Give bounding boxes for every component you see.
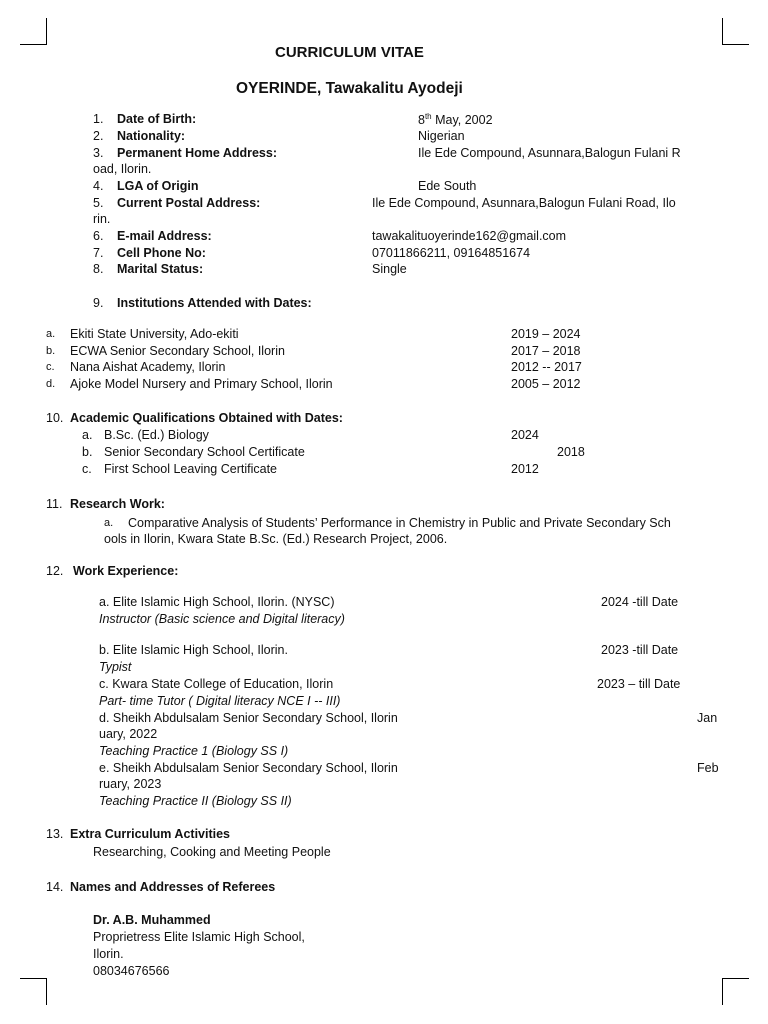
crop-mark-bottom-left	[20, 978, 47, 1005]
list-letter: b.	[82, 445, 93, 459]
item-number: 9.	[93, 296, 104, 310]
nationality-label: Nationality:	[117, 129, 186, 143]
job-role: Teaching Practice II (Biology SS II)	[99, 794, 292, 808]
item-number: 8.	[93, 262, 104, 276]
job-role: Instructor (Basic science and Digital literacy)	[99, 612, 345, 626]
crop-mark-top-right	[722, 18, 749, 45]
crop-mark-top-left	[20, 18, 47, 45]
research-text: Comparative Analysis of Students’ Performance in Chemistry in Public and Private Secondary Sch	[128, 516, 671, 530]
item-number: 1.	[93, 112, 104, 126]
qualifications-heading: Academic Qualifications Obtained with Dates:	[70, 411, 343, 425]
extra-activities: Researching, Cooking and Meeting People	[93, 845, 331, 859]
institutions-heading: Institutions Attended with Dates:	[117, 296, 312, 310]
lga-value: Ede South	[418, 179, 477, 193]
referees-heading: Names and Addresses of Referees	[70, 880, 276, 894]
job-dates: 2023 – till Date	[597, 677, 681, 691]
item-number: 7.	[93, 246, 104, 260]
postal-address-value-cont: rin.	[93, 212, 111, 226]
item-number: 4.	[93, 179, 104, 193]
job-entry: c. Kwara State College of Education, Ilorin	[99, 677, 334, 691]
institution-dates: 2019 – 2024	[511, 327, 581, 341]
job-entry: e. Sheikh Abdulsalam Senior Secondary School, Ilorin	[99, 761, 398, 775]
institution-dates: 2005 – 2012	[511, 377, 581, 391]
list-letter: b.	[46, 345, 56, 357]
research-text-cont: ools in Ilorin, Kwara State B.Sc. (Ed.) Research Project, 2006.	[104, 532, 448, 546]
list-letter: a.	[46, 328, 56, 340]
document-title: CURRICULUM VITAE	[275, 44, 424, 61]
dob-value: 8th May, 2002	[418, 112, 493, 128]
list-letter: a.	[104, 517, 114, 529]
dob-label: Date of Birth:	[117, 112, 197, 126]
job-dates-cont: ruary, 2023	[99, 777, 162, 791]
job-dates: Feb	[697, 761, 719, 775]
job-role: Teaching Practice 1 (Biology SS I)	[99, 744, 289, 758]
referee-name: Dr. A.B. Muhammed	[93, 913, 211, 927]
research-heading: Research Work:	[70, 497, 165, 511]
institution-dates: 2017 – 2018	[511, 344, 581, 358]
referee-address: Proprietress Elite Islamic High School,	[93, 930, 305, 944]
email-value: tawakalituoyerinde162@gmail.com	[372, 229, 567, 243]
job-entry: a. Elite Islamic High School, Ilorin. (NYSC)	[99, 595, 335, 609]
item-number: 2.	[93, 129, 104, 143]
job-entry: d. Sheikh Abdulsalam Senior Secondary School, Ilorin	[99, 711, 398, 725]
item-number: 5.	[93, 196, 104, 210]
institution-name: Ajoke Model Nursery and Primary School, Ilorin	[70, 377, 333, 391]
postal-address-label: Current Postal Address:	[117, 196, 261, 210]
qualification-name: First School Leaving Certificate	[104, 462, 277, 476]
marital-status-label: Marital Status:	[117, 262, 204, 276]
postal-address-value: Ile Ede Compound, Asunnara,Balogun Fulani Road, Ilo	[372, 196, 676, 210]
lga-label: LGA of Origin	[117, 179, 199, 193]
job-dates: Jan	[697, 711, 718, 725]
qualification-name: B.Sc. (Ed.) Biology	[104, 428, 209, 442]
crop-mark-bottom-right	[722, 978, 749, 1005]
item-number: 11.	[46, 497, 63, 511]
job-dates-cont: uary, 2022	[99, 727, 158, 741]
job-role: Part- time Tutor ( Digital literacy NCE I -- III)	[99, 694, 341, 708]
job-role: Typist	[99, 660, 132, 674]
institution-dates: 2012 -- 2017	[511, 360, 582, 374]
item-number: 12.	[46, 564, 64, 578]
item-number: 14.	[46, 880, 64, 894]
extra-heading: Extra Curriculum Activities	[70, 827, 231, 841]
job-dates: 2023 -till Date	[601, 643, 679, 657]
home-address-value-cont: oad, Ilorin.	[93, 162, 152, 176]
list-letter: c.	[46, 361, 55, 373]
work-heading: Work Experience:	[73, 564, 179, 578]
item-number: 13.	[46, 827, 64, 841]
phone-value: 07011866211, 09164851674	[372, 246, 531, 260]
email-label: E-mail Address:	[117, 229, 212, 243]
item-number: 6.	[93, 229, 104, 243]
marital-status-value: Single	[372, 262, 407, 276]
applicant-name: OYERINDE, Tawakalitu Ayodeji	[236, 80, 463, 97]
home-address-value: Ile Ede Compound, Asunnara,Balogun Fulani R	[418, 146, 681, 160]
nationality-value: Nigerian	[418, 129, 465, 143]
item-number: 10.	[46, 411, 64, 425]
institution-name: Ekiti State University, Ado-ekiti	[70, 327, 239, 341]
list-letter: a.	[82, 428, 93, 442]
job-dates: 2024 -till Date	[601, 595, 679, 609]
institution-name: ECWA Senior Secondary School, Ilorin	[70, 344, 285, 358]
list-letter: c.	[82, 462, 92, 476]
qualification-year: 2018	[557, 445, 585, 459]
job-entry: b. Elite Islamic High School, Ilorin.	[99, 643, 288, 657]
institution-name: Nana Aishat Academy, Ilorin	[70, 360, 226, 374]
qualification-year: 2024	[511, 428, 539, 442]
phone-label: Cell Phone No:	[117, 246, 206, 260]
qualification-year: 2012	[511, 462, 539, 476]
referee-phone: 08034676566	[93, 964, 170, 978]
item-number: 3.	[93, 146, 104, 160]
list-letter: d.	[46, 378, 56, 390]
qualification-name: Senior Secondary School Certificate	[104, 445, 305, 459]
referee-address-cont: Ilorin.	[93, 947, 124, 961]
home-address-label: Permanent Home Address:	[117, 146, 277, 160]
